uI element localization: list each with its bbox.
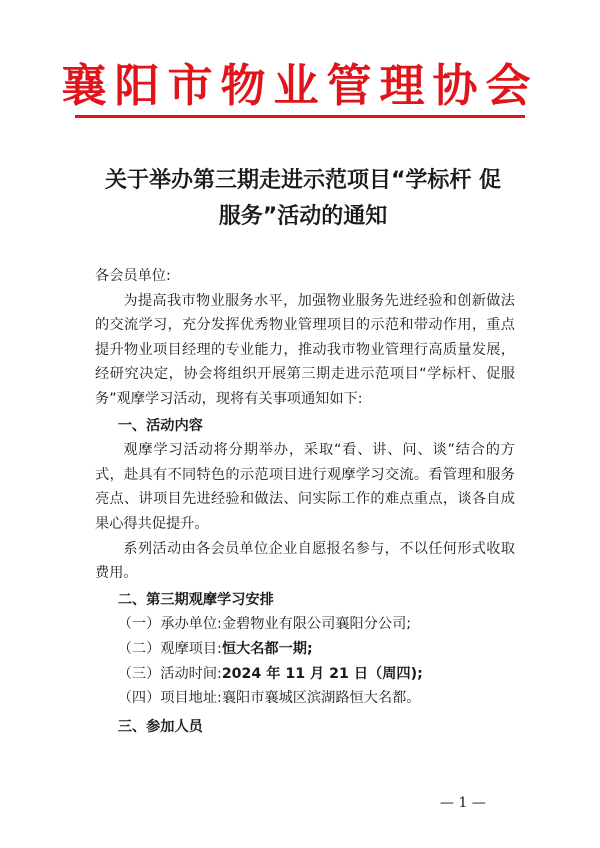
intro-paragraph: 为提高我市物业服务水平，加强物业服务先进经验和创新做法的交流学习，充分发挥优秀物业管理项目的示范和带动作用，重点提升物业项目经理的专业能力，推动我市物业管理行高质量发展，经研究决定，协会将组织开展第三期走进示范项目“学标杆、促服务”观摩学习活动，现将有关事项通知如下: — [95, 292, 515, 407]
section1-paragraph-1: 观摩学习活动将分期举办，采取“看、讲、问、谈”结合的方式，赴具有不同特色的示范项目进行观摩学习交流。看管理和服务亮点、讲项目先进经验和做法、问实际工作的难点重点，谈各自成果心得共促提升。 — [95, 442, 515, 532]
letterhead-red-rule — [75, 115, 525, 118]
org-letterhead: 襄阳市物业管理协会 — [61, 59, 539, 112]
section1-heading: 一、活动内容 — [117, 417, 203, 434]
item-label: （一）承办单位: — [117, 616, 222, 633]
section3-heading: 三、参加人员 — [117, 718, 203, 735]
document-body — [95, 264, 515, 739]
title-line-1: 关于举办第三期走进示范项目“学标杆 促 — [104, 168, 502, 193]
document-title — [88, 163, 518, 235]
title-line-2: 服务”活动的通知 — [218, 204, 388, 229]
arrangement-item — [95, 662, 515, 687]
arrangement-item — [95, 612, 515, 637]
item-value: 金碧物业有限公司襄阳分公司; — [221, 616, 412, 633]
item-value: 恒大名都一期; — [221, 640, 313, 657]
arrangement-item — [95, 637, 515, 662]
item-label: （二）观摩项目: — [117, 640, 222, 657]
section2-heading: 二、第三期观摩学习安排 — [117, 591, 274, 608]
salutation: 各会员单位: — [95, 268, 171, 284]
item-value: 襄阳市襄城区滨湖路恒大名都。 — [221, 690, 421, 707]
page-number: — 1 — — [440, 795, 486, 811]
item-value: 2024 年 11 月 21 日（周四); — [221, 665, 423, 682]
arrangement-item — [95, 686, 515, 711]
section1-paragraph-2: 系列活动由各会员单位企业自愿报名参与，不以任何形式收取费用。 — [95, 540, 515, 582]
item-label: （四）项目地址: — [117, 690, 222, 707]
item-label: （三）活动时间: — [117, 665, 222, 682]
